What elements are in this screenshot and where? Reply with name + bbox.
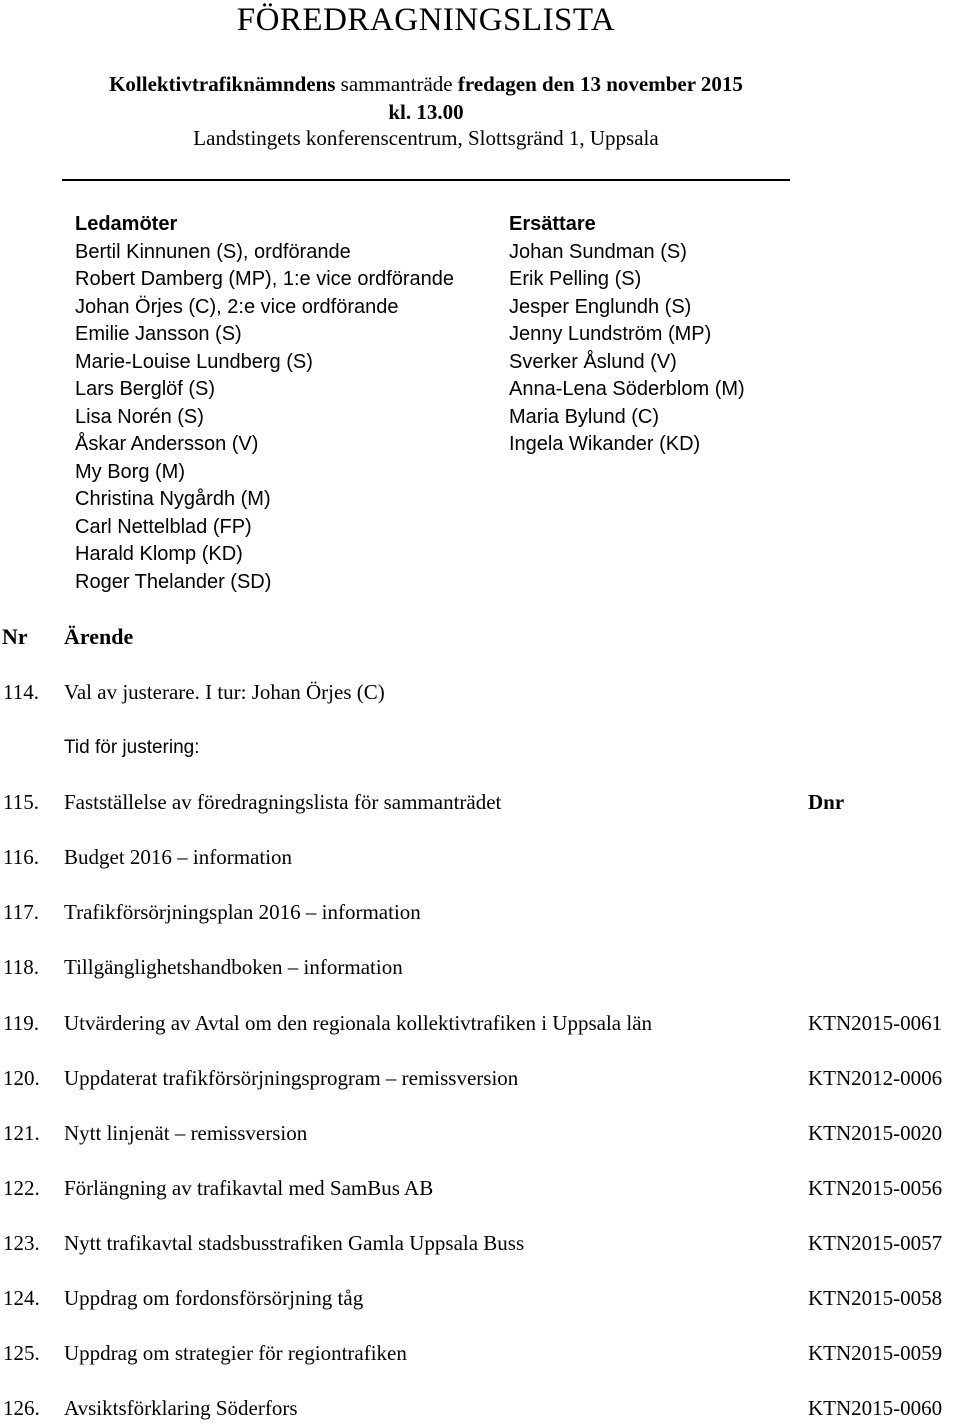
substitutes-column	[509, 211, 745, 459]
agenda-arende-header: Ärende	[64, 624, 134, 649]
substitute-item: Maria Bylund (C)	[509, 405, 660, 428]
dnr-header: Dnr	[808, 790, 845, 814]
agenda-text: Avsiktsförklaring Söderfors	[64, 1396, 298, 1420]
agenda-row	[0, 1118, 960, 1148]
agenda-dnr: KTN2015-0056	[808, 1176, 943, 1200]
members-heading: Ledamöter	[75, 213, 178, 235]
agenda-dnr: KTN2015-0059	[808, 1341, 943, 1365]
agenda-text: Fastställelse av föredragningslista för sammanträdet	[64, 790, 502, 814]
agenda-dnr: KTN2015-0060	[808, 1396, 943, 1420]
agenda-nr: 125.	[3, 1341, 40, 1365]
agenda-nr: 115.	[3, 790, 39, 814]
agenda-row	[0, 1338, 960, 1368]
agenda-dnr: KTN2015-0020	[808, 1121, 943, 1145]
member-item: Åskar Andersson (V)	[75, 433, 259, 455]
agenda-nr: 114.	[3, 680, 39, 704]
agenda-row	[0, 842, 960, 872]
agenda-row	[0, 1008, 960, 1038]
member-item: Harald Klomp (KD)	[75, 543, 243, 565]
member-item: Lisa Norén (S)	[75, 405, 204, 428]
agenda-text: Tillgänglighetshandboken – information	[64, 955, 403, 979]
agenda-text: Budget 2016 – information	[64, 845, 293, 869]
agenda-text: Nytt linjenät – remissversion	[64, 1121, 308, 1145]
member-item: Emilie Jansson (S)	[75, 323, 242, 345]
agenda-text: Trafikförsörjningsplan 2016 – information	[64, 900, 421, 924]
agenda-nr: 119.	[3, 1011, 39, 1035]
meeting-time: kl. 13.00	[388, 100, 464, 124]
member-item: Roger Thelander (SD)	[75, 570, 272, 593]
member-item: Christina Nygårdh (M)	[75, 488, 271, 510]
agenda-row	[0, 952, 960, 982]
substitute-item: Anna-Lena Söderblom (M)	[509, 378, 745, 400]
agenda-dnr: KTN2015-0061	[808, 1011, 943, 1035]
agenda-nr: 117.	[3, 900, 39, 924]
substitute-item: Jesper Englundh (S)	[509, 295, 692, 318]
agenda-row	[0, 897, 960, 927]
agenda-text: Uppdrag om fordonsförsörjning tåg	[64, 1286, 364, 1310]
agenda-row	[0, 1173, 960, 1203]
agenda-row	[0, 1063, 960, 1093]
agenda-nr: 123.	[3, 1231, 40, 1255]
meeting-location: Landstingets konferenscentrum, Slottsgränd 1, Uppsala	[193, 126, 659, 150]
member-item: Lars Berglöf (S)	[75, 378, 216, 400]
substitute-item: Ingela Wikander (KD)	[509, 433, 701, 455]
agenda-row	[0, 1393, 960, 1423]
substitute-item: Sverker Åslund (V)	[509, 350, 677, 373]
agenda-nr-header: Nr	[2, 624, 28, 649]
meeting-word: sammanträde	[335, 72, 458, 96]
agenda-nr: 120.	[3, 1066, 40, 1090]
agenda-nr: 126.	[3, 1396, 40, 1420]
document-title: FÖREDRAGNINGSLISTA	[236, 2, 616, 38]
tid-for-justering: Tid för justering:	[64, 737, 200, 758]
agenda-dnr: KTN2012-0006	[808, 1066, 943, 1090]
agenda-nr: 122.	[3, 1176, 40, 1200]
agenda-nr: 121.	[3, 1121, 40, 1145]
agenda-text: Utvärdering av Avtal om den regionala kollektivtrafiken i Uppsala län	[64, 1011, 653, 1035]
agenda-dnr: KTN2015-0057	[808, 1231, 943, 1255]
members-column	[75, 211, 454, 596]
agenda-nr: 124.	[3, 1286, 40, 1310]
agenda-row	[0, 1283, 960, 1313]
member-item: Johan Örjes (C), 2:e vice ordförande	[75, 295, 399, 318]
meeting-date: fredagen den 13 november 2015	[457, 72, 743, 96]
substitute-item: Erik Pelling (S)	[509, 268, 642, 290]
agenda-nr: 116.	[3, 845, 39, 869]
substitute-item: Johan Sundman (S)	[509, 240, 687, 263]
agenda-text: Uppdrag om strategier för regiontrafiken	[64, 1341, 407, 1365]
member-item: Bertil Kinnunen (S), ordförande	[75, 240, 351, 263]
member-item: Robert Damberg (MP), 1:e vice ordförande	[75, 268, 455, 290]
agenda-text: Nytt trafikavtal stadsbusstrafiken Gamla Uppsala Buss	[64, 1231, 525, 1255]
agenda-nr: 118.	[3, 955, 39, 979]
member-item: Carl Nettelblad (FP)	[75, 515, 252, 538]
agenda-dnr: KTN2015-0058	[808, 1286, 943, 1310]
agenda-row	[0, 1228, 960, 1258]
meeting-info	[0, 70, 852, 126]
member-item: My Borg (M)	[75, 460, 185, 483]
committee-name: Kollektivtrafiknämndens	[109, 72, 336, 96]
header-divider	[62, 179, 790, 181]
substitutes-heading: Ersättare	[509, 213, 596, 235]
agenda-text: Förlängning av trafikavtal med SamBus AB	[64, 1176, 434, 1200]
substitute-item: Jenny Lundström (MP)	[509, 323, 712, 345]
agenda-row	[0, 787, 960, 817]
agenda-text: Uppdaterat trafikförsörjningsprogram – remissversion	[64, 1066, 519, 1090]
member-item: Marie-Louise Lundberg (S)	[75, 350, 313, 373]
agenda-text: Val av justerare. I tur: Johan Örjes (C)	[64, 680, 385, 704]
agenda-row	[0, 677, 960, 707]
